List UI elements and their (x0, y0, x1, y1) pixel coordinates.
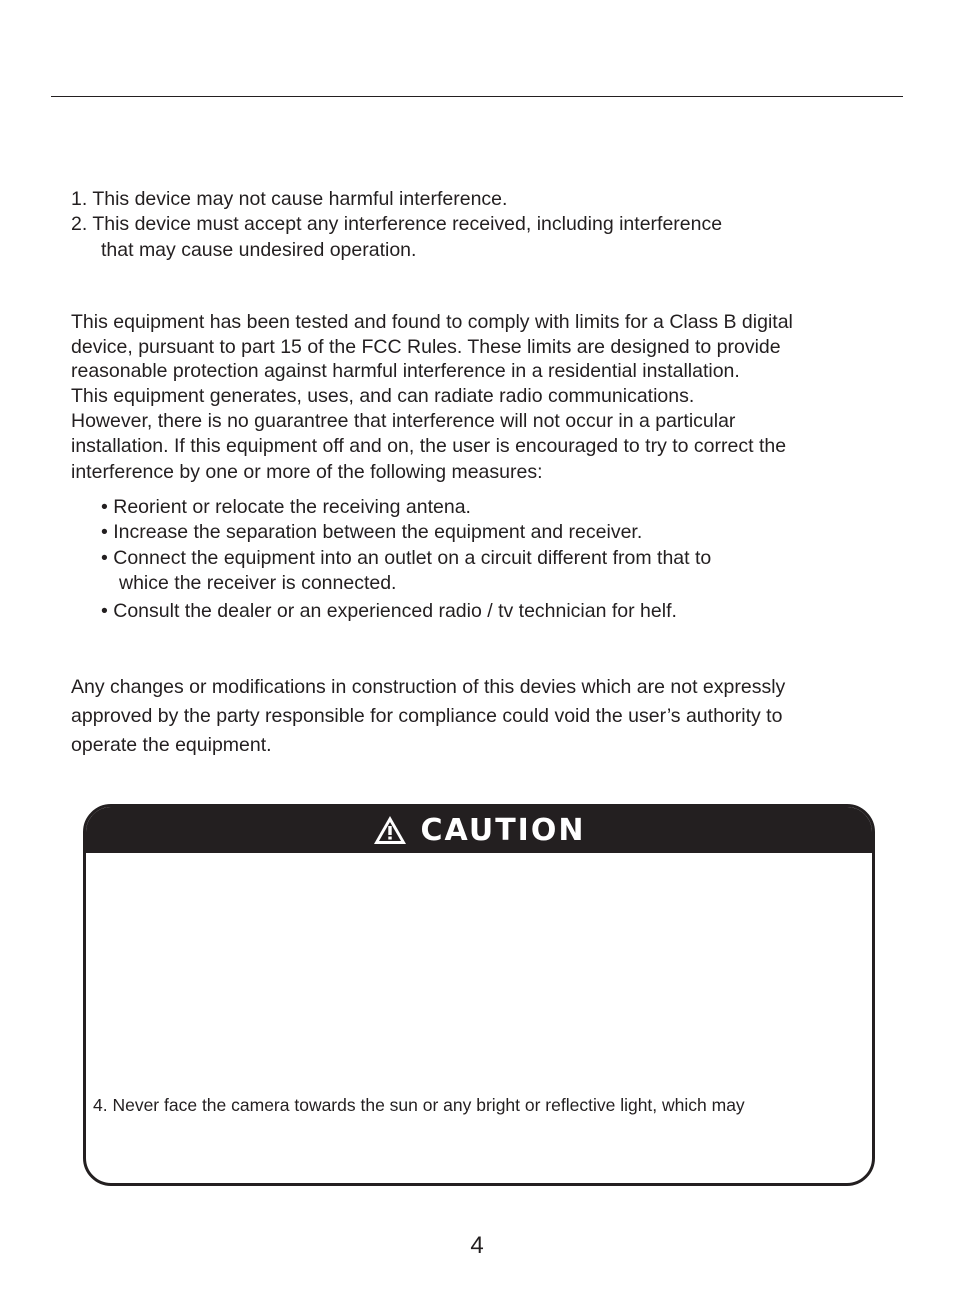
header-rule (51, 96, 903, 97)
caution-item-4: 4. Never face the camera towards the sun or any bright or reflective light, which may (93, 1095, 745, 1115)
measure-item: • Reorient or relocate the receiving antena. (101, 496, 471, 518)
fcc-paragraph-line: This equipment generates, uses, and can radiate radio communications. (71, 385, 695, 407)
fcc-paragraph-line: interference by one or more of the following measures: (71, 461, 543, 483)
modifications-paragraph-line: operate the equipment. (71, 734, 272, 756)
measure-item: • Increase the separation between the equipment and receiver. (101, 521, 643, 543)
caution-box (83, 804, 875, 1186)
measure-item-continued: whice the receiver is connected. (119, 572, 397, 594)
page-number: 4 (470, 1232, 484, 1259)
caution-title: CAUTION (420, 812, 586, 848)
fcc-paragraph-line: device, pursuant to part 15 of the FCC Rules. These limits are designed to provide (71, 336, 781, 358)
warning-triangle-icon (373, 815, 407, 845)
condition-2-continued: that may cause undesired operation. (101, 239, 417, 261)
caution-header (86, 807, 872, 853)
condition-1: 1. This device may not cause harmful interference. (71, 188, 508, 210)
fcc-paragraph-line: reasonable protection against harmful interference in a residential installation. (71, 360, 740, 382)
fcc-paragraph-line: This equipment has been tested and found to comply with limits for a Class B digital (71, 311, 793, 333)
condition-2: 2. This device must accept any interference received, including interference (71, 213, 723, 235)
modifications-paragraph-line: Any changes or modifications in construction of this devies which are not expressly (71, 676, 786, 698)
fcc-paragraph-line: However, there is no guarantree that interference will not occur in a particular (71, 410, 736, 432)
modifications-paragraph-line: approved by the party responsible for compliance could void the user’s authority to (71, 705, 783, 727)
measure-item: • Connect the equipment into an outlet on a circuit different from that to (101, 547, 712, 569)
measure-item: • Consult the dealer or an experienced radio / tv technician for helf. (101, 600, 677, 622)
fcc-paragraph-line: installation. If this equipment off and on, the user is encouraged to try to correct the (71, 435, 787, 457)
